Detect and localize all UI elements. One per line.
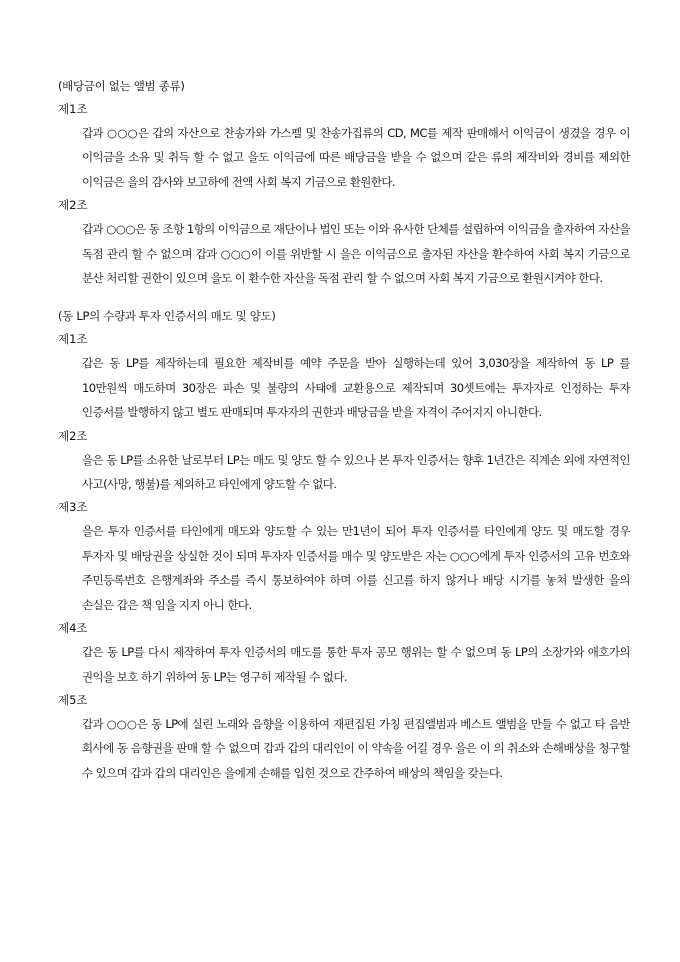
article-text: 을은 투자 인증서를 타인에게 매도와 양도할 수 있는 만1년이 되어 투자 인증서를 타인에게 양도 및 매도할 경우 투자자 및 배당권을 상실한 것이 되며 투자자 인증서를 매수 및 양도받은 자는 ○○○에게 투자 인증서의 고유 번호와 주민등록번호 은행계좌와 주소를 즉시 통보하여야 하며 이를 신고를 하지 않거나 배당 시기를 놓쳐 발생한 을의 손실은 갑은 책 임을 지지 아니 한다.: [82, 524, 630, 612]
article-label: 제5조: [58, 692, 88, 707]
article-label: 제4조: [58, 621, 88, 636]
section-no-dividend-albums: [58, 74, 630, 290]
article-label: 제2조: [58, 428, 88, 443]
article-text: 갑은 동 LP를 다시 제작하여 투자 인증서의 매도를 통한 투자 공모 행위는 할 수 없으며 동 LP의 소장가와 애호가의 권익을 보호 하기 위하여 동 LP는 영구히 제작될 수 없다.: [82, 645, 630, 684]
article-label: 제1조: [58, 102, 88, 116]
article-text: 갑과 ○○○은 동 조항 1항의 이익금으로 재단이나 법인 또는 이와 유사한 단체를 설립하여 이익금을 출자하여 자산을 독점 관리 할 수 없으며 갑과 ○○○이 이를 위반할 시 을은 이익금으로 출자된 자산을 환수하여 사회 복지 기금으로 분산 처리할 권한이 있으며 을도 이 환수한 자산을 독점 관리 할 수 없으며 사회 복지 기금으로 환원시켜야 한다.: [82, 222, 630, 286]
article-text: 을은 동 LP를 소유한 날로부터 LP는 매도 및 양도 할 수 있으나 본 투자 인증서는 향후 1년간은 직계손 외에 자연적인 사고(사망, 행불)를 제외하고 타인에게 양도할 수 없다.: [82, 452, 630, 492]
article-label: 제3조: [58, 500, 88, 515]
article-2: [58, 425, 630, 497]
section-lp-quantity-and-certificates: [58, 304, 630, 785]
article-text: 갑과 ○○○은 동 LP에 실린 노래와 음향을 이용하여 재편집된 가칭 편집앨범과 베스트 앨범을 만들 수 없고 타 음반 회사에 동 음향권을 판매 할 수 없으며 갑과 갑의 대리인이 이 약속을 어길 경우 을은 이 의 취소와 손해배상을 청구할 수 있으며 갑과 갑의 대리인은 을에게 손해를 입힌 것으로 간주하여 배상의 책임을 갖는다.: [82, 716, 630, 780]
article-3: [58, 496, 630, 617]
article-label: 제2조: [58, 198, 88, 213]
article-4: [58, 617, 630, 689]
article-text: 갑과 ○○○은 갑의 자산으로 찬송가와 가스펠 및 찬송가집류의 CD, MC를 제작 판매해서 이익금이 생겼을 경우 이 이익금을 소유 및 취득 할 수 없고 을도 이익금에 따른 배당금을 받을 수 없으며 같은 류의 제작비와 경비를 제외한 이익금은 을의 감사와 보고하에 전액 사회 복지 기금으로 환원한다.: [82, 126, 630, 189]
section-title: (배당금이 없는 앨범 종류): [58, 79, 185, 93]
article-text: 갑은 동 LP를 제작하는데 필요한 제작비를 예약 주문을 받아 실행하는데 있어 3,030장을 제작하여 동 LP 를 10만원씩 매도하며 30장은 파손 및 불량의 사태에 교환용으로 제작되며 30셋트에는 투자자로 인정하는 투자 인증서를 발행하지 않고 별도 판매되며 투자자의 권한과 배당금을 받을 자격이 주어지지 아니한다.: [82, 356, 630, 420]
article-label: 제1조: [58, 332, 88, 347]
article-1: [58, 98, 630, 194]
section-title: (동 LP의 수량과 투자 인증서의 매도 및 양도): [58, 309, 276, 324]
article-5: [58, 689, 630, 785]
article-2: [58, 194, 630, 290]
contract-document: [58, 74, 630, 785]
article-1: [58, 328, 630, 424]
